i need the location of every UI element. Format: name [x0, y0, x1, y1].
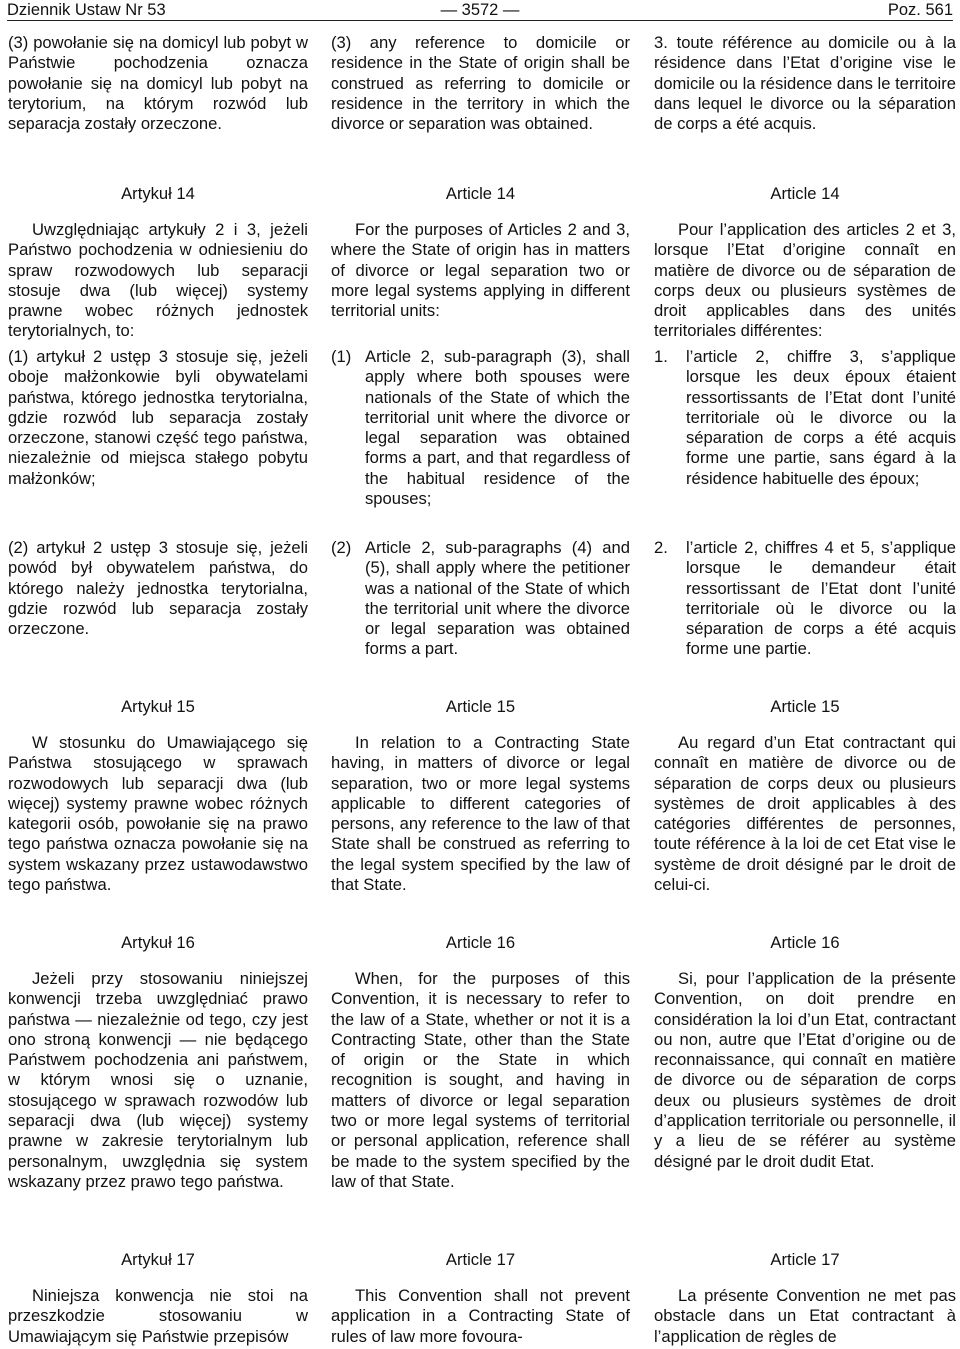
fr-article-14-item-2-text: l’article 2, chiffres 4 et 5, s’applique lorsque le demandeur était ressortissant de l’Etat dont l’unité territoriale où le divorce ou la séparation de corps a été acquis forme une partie.	[686, 538, 956, 659]
pl-article-14-item-2	[8, 538, 308, 639]
pl-article-16-title: Artykuł 16	[121, 933, 195, 952]
pl-article-15-body	[8, 733, 308, 895]
en-article-16-text: When, for the purposes of this Convention, it is necessary to refer to the law of a State, whether or not it is a Contracting State, other than the State of origin or the State in which recognition is sought, and having in matters of divorce or legal separation two or more legal systems of territorial or personal application, reference shall be made to the system specified by the law of that State.	[331, 969, 630, 1191]
en-article-17-title: Article 17	[445, 1250, 516, 1269]
fr-intro-item	[654, 33, 956, 134]
fr-article-16-text: Si, pour l’application de la présente Convention, on doit prendre en considération la loi d’un Etat, contractant ou non, autre que l’Etat d’origine ou de reconnaissance, qui connaît en matière de divorce ou de séparation de corps deux ou plusieurs systèmes de droit d’application territoriale ou personnelle, il y a lieu de se référer au système désigné par le droit dudit Etat.	[654, 969, 956, 1171]
fr-article-16-body	[654, 969, 956, 1172]
fr-article-14-item-1	[654, 347, 956, 489]
en-intro-text: (3) any reference to domicile or residence in the State of origin shall be construed as referring to domicile or residence in the territory in which the divorce or separation was obtained.	[331, 33, 630, 134]
fr-item-2-number: 2.	[654, 538, 668, 557]
en-intro-item	[331, 33, 630, 134]
page-number: — 3572 —	[440, 1, 520, 19]
fr-article-17-title: Article 17	[770, 1250, 840, 1269]
en-article-14-text: For the purposes of Articles 2 and 3, where the State of origin has in matters of divorce or legal separation two or more legal systems applying in different territorial units:	[331, 220, 630, 321]
en-item-1-number: (1)	[331, 347, 352, 366]
pl-intro-text: (3) powołanie się na domicyl lub pobyt w Państwie pochodzenia oznacza powołanie się na domicyl lub pobyt na terytorium, na którym rozwód lub separacja zostały orzeczone.	[8, 33, 308, 134]
pl-article-15-text: W stosunku do Umawiającego się Państwa stosującego w sprawach rozwodowych lub separacji dwa (lub więcej) systemy prawne wobec różnych kategorii osób, powołanie się na prawo tego państwa oznacza powołanie się na system wskazany przez ustawodawstwo tego państwa.	[8, 733, 308, 895]
fr-article-14-text: Pour l’application des articles 2 et 3, lorsque l’Etat d’origine connaît en matière de divorce ou de séparation de corps deux ou plusieurs systèmes de droit applicables dans des unités territoriales différentes:	[654, 220, 956, 341]
position-number: Poz. 561	[887, 1, 953, 19]
pl-article-14-text: Uwzględniając artykuły 2 i 3, jeżeli Państwo pochodzenia w odniesieniu do spraw rozwodowych lub separacji stosuje dwa (lub więcej) systemy prawne wobec różnych jednostek terytorialnych, to:	[8, 220, 308, 341]
en-article-15-text: In relation to a Contracting State having, in matters of divorce or legal separation, two or more legal systems applicable to different categories of persons, any reference to the law of that State shall be construed as referring to the legal system specified by the law of that State.	[331, 733, 630, 895]
en-item-2-number: (2)	[331, 538, 352, 557]
pl-article-17-text: Niniejsza konwencja nie stoi na przeszkodzie stosowaniu w Umawiającym się Państwie przepisów	[8, 1286, 308, 1346]
fr-item-1-number: 1.	[654, 347, 668, 366]
page-header	[7, 0, 953, 22]
fr-article-14-title: Article 14	[770, 184, 840, 203]
en-article-14-item-1-text: Article 2, sub-paragraph (3), shall apply where both spouses were nationals of the State of which the territorial unit where the divorce or legal separation was obtained forms a part, and that regardless of the habitual residence of the spouses;	[365, 347, 630, 509]
pl-article-16-text: Jeżeli przy stosowaniu niniejszej konwencji trzeba uwzględniać prawo państwa — niezależnie od tego, czy jest ono stroną konwencji — nie będącego Państwem pochodzenia ani państwem, w którym wnosi się o uznanie, stosującego w sprawach rozwodów lub separacji dwa (lub więcej) systemy prawne w zakresie terytorialnym lub personalnym, uwzględnia się system wskazany przez prawo tego państwa.	[8, 969, 308, 1191]
pl-article-16-body	[8, 969, 308, 1192]
pl-article-14-item-1-text: (1) artykuł 2 ustęp 3 stosuje się, jeżeli oboje małżonkowie byli obywatelami państwa, którego jednostka terytorialna, gdzie rozwód lub separacja zostały orzeczone, stanowi część tego państwa, niezależnie od miejsca stałego pobytu małżonków;	[8, 347, 308, 488]
journal-title: Dziennik Ustaw Nr 53	[7, 1, 166, 19]
fr-article-17-text: La présente Convention ne met pas obstacle dans un Etat contractant à l’application de règles de	[654, 1286, 956, 1346]
fr-article-15-title: Article 15	[770, 697, 840, 716]
en-article-14-item-1	[331, 347, 630, 509]
pl-article-17-title: Artykuł 17	[121, 1250, 195, 1269]
pl-article-14-title: Artykuł 14	[121, 184, 195, 203]
en-article-15-body	[331, 733, 630, 895]
fr-article-17-body	[654, 1286, 956, 1347]
pl-article-14-item-2-text: (2) artykuł 2 ustęp 3 stosuje się, jeżeli powód był obywatelem państwa, do którego należy jednostka terytorialna, gdzie rozwód lub separacja zostały orzeczone.	[8, 538, 308, 639]
pl-intro-item	[8, 33, 308, 134]
pl-article-15-title: Artykuł 15	[121, 697, 195, 716]
fr-article-15-text: Au regard d’un Etat contractant qui connaît en matière de divorce ou de séparation de corps deux ou plusieurs systèmes de droit applicables à des catégories différentes de personnes, toute référence à la loi de cet Etat vise le système de droit désigné par le droit de celui-ci.	[654, 733, 956, 895]
en-article-16-body	[331, 969, 630, 1192]
fr-article-14-item-1-text: l’article 2, chiffre 3, s’applique lorsque les deux époux étaient ressortissants de l’Etat dont l’unité territoriale où le divorce ou la séparation de corps a été acquis forme une partie, sans égard à la résidence habituelle des époux;	[686, 347, 956, 488]
en-article-14-item-2-text: Article 2, sub-paragraphs (4) and (5), shall apply where the petitioner was a national of the State of which the territorial unit where the divorce or legal separation was obtained forms a part.	[365, 538, 630, 659]
fr-article-14-item-2	[654, 538, 956, 660]
en-article-16-title: Article 16	[445, 933, 516, 952]
en-article-14-item-2	[331, 538, 630, 660]
fr-article-16-title: Article 16	[770, 933, 840, 952]
pl-article-17-body	[8, 1286, 308, 1347]
en-article-17-text: This Convention shall not prevent application in a Contracting State of rules of law more fovoura-	[331, 1286, 630, 1346]
en-article-15-title: Article 15	[445, 697, 516, 716]
fr-article-15-body	[654, 733, 956, 895]
fr-intro-text: 3. toute référence au domicile ou à la résidence dans l’Etat d’origine vise le domicile ou la résidence dans le territoire dans lequel le divorce ou la séparation de corps a été acquis.	[654, 33, 956, 134]
fr-article-14-body	[654, 220, 956, 342]
en-article-14-title: Article 14	[445, 184, 516, 203]
pl-article-14-body	[8, 220, 308, 342]
pl-article-14-item-1	[8, 347, 308, 489]
en-article-14-body	[331, 220, 630, 321]
header-rule	[7, 20, 953, 21]
en-article-17-body	[331, 1286, 630, 1347]
